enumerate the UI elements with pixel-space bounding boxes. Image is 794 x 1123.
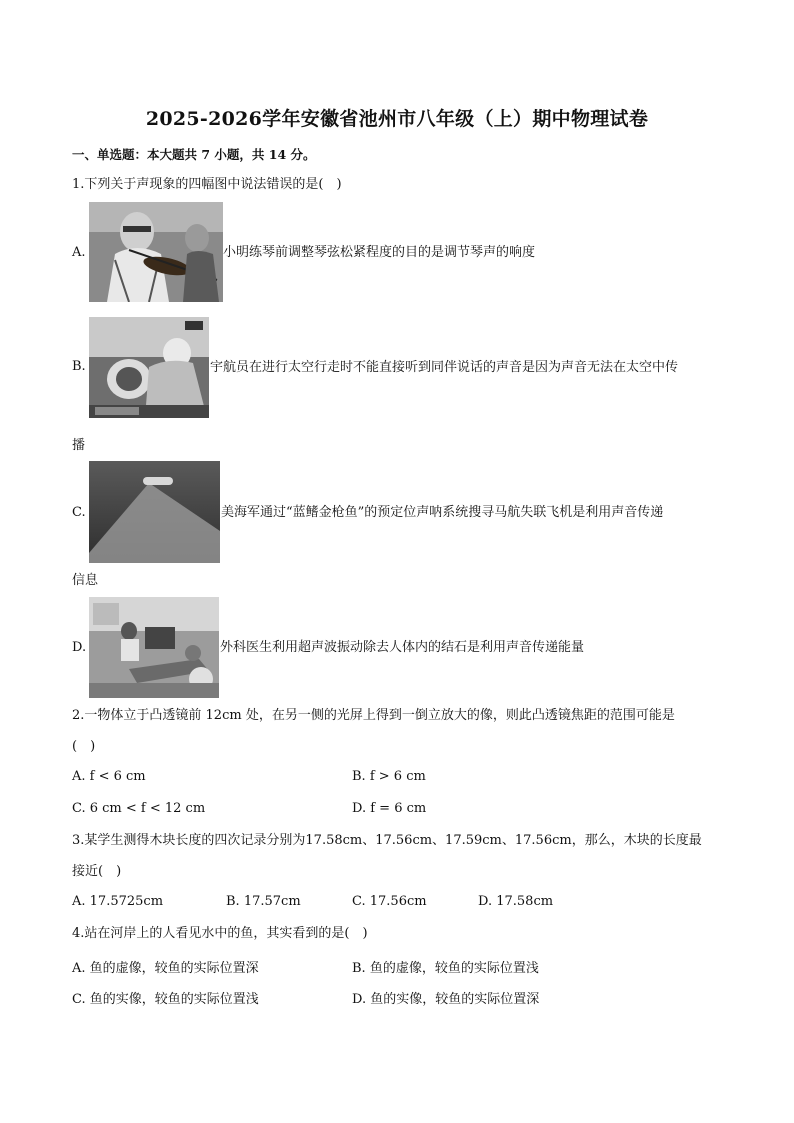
sonar-photo [89,461,220,563]
q3-option-a: A. 17.5725cm [72,894,164,909]
question-2-stem: 2.一物体立于凸透镜前 12cm 处，在另一侧的光屏上得到一倒立放大的像，则此凸透镜焦距的范围可能是 [72,708,675,723]
violin-photo [89,202,223,302]
q4-option-d: D. 鱼的实像，较鱼的实际位置深 [352,992,540,1007]
question-4-stem: 4.站在河岸上的人看见水中的鱼，其实看到的是( ) [72,926,368,941]
question-3-stem: 3.某学生测得木块长度的四次记录分别为17.58cm、17.56cm、17.59cm、17.56cm，那么，木块的长度最 [72,833,702,848]
lithotripsy-photo [89,597,219,698]
astronaut-photo [89,317,209,418]
q1-option-b-text: 宇航员在进行太空行走时不能直接听到同伴说话的声音是因为声音无法在太空中传 [210,360,679,375]
q2-option-d: D. f = 6 cm [352,801,427,816]
q1-option-b-text-cont: 播 [72,438,86,453]
q4-option-b: B. 鱼的虚像，较鱼的实际位置浅 [352,961,539,976]
question-1-stem: 1.下列关于声现象的四幅图中说法错误的是( ) [72,177,342,192]
q1-option-a-letter: A. [72,245,86,260]
q3-option-b: B. 17.57cm [226,894,301,909]
q1-option-a-text: 小明练琴前调整琴弦松紧程度的目的是调节琴声的响度 [223,245,536,260]
q1-option-d-letter: D. [72,640,87,655]
q1-option-d-text: 外科医生利用超声波振动除去人体内的结石是利用声音传递能量 [220,640,585,655]
q3-option-d: D. 17.58cm [478,894,554,909]
q2-option-b: B. f > 6 cm [352,769,426,784]
q1-option-c-letter: C. [72,505,86,520]
question-3-stem-cont: 接近( ) [72,864,122,879]
section-heading: 一、单选题：本大题共 7 小题，共 14 分。 [72,147,316,162]
q1-option-c-text-cont: 信息 [72,573,99,588]
exam-title: 2025-2026学年安徽省池州市八年级（上）期中物理试卷 [145,108,649,130]
q1-option-c-text: 美海军通过“蓝鳍金枪鱼”的预定位声呐系统搜寻马航失联飞机是利用声音传递 [221,505,664,520]
q3-option-c: C. 17.56cm [352,894,427,909]
q2-option-c: C. 6 cm < f < 12 cm [72,801,206,816]
q2-option-a: A. f < 6 cm [72,769,146,784]
q1-option-b-letter: B. [72,359,86,374]
question-2-stem-cont: ( ) [72,739,96,754]
q4-option-a: A. 鱼的虚像，较鱼的实际位置深 [72,961,259,976]
q4-option-c: C. 鱼的实像，较鱼的实际位置浅 [72,992,259,1007]
